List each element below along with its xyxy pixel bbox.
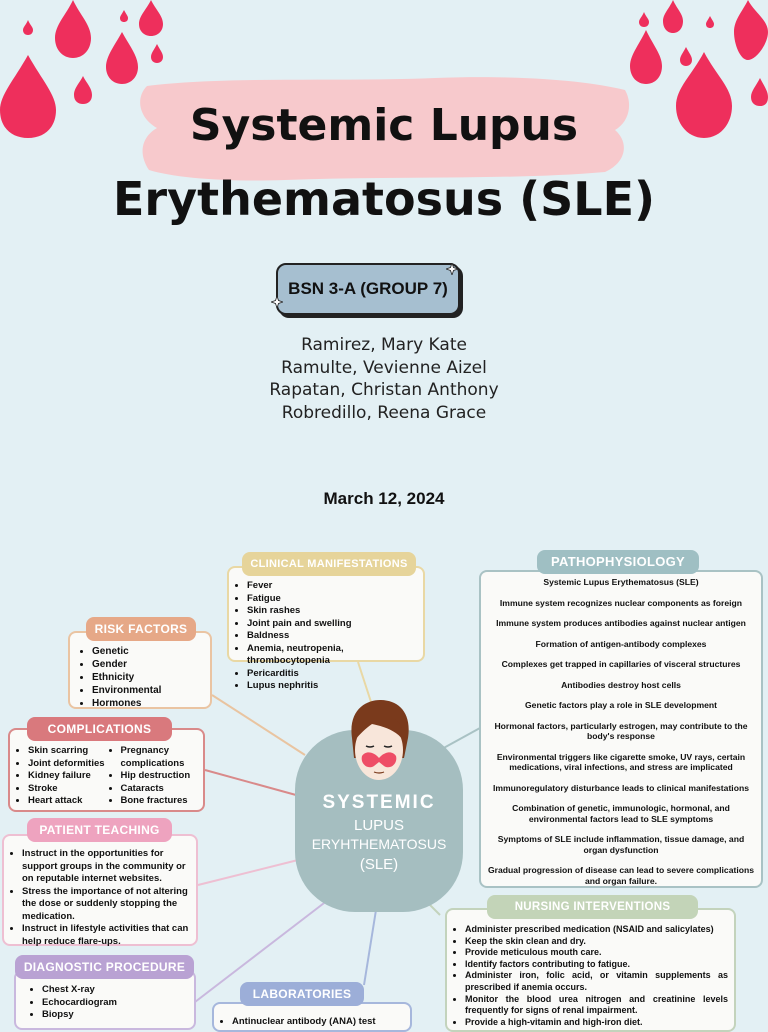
- clinical-manifestations-box: [227, 566, 425, 691]
- diagnostic-procedure-label: DIAGNOSTIC PROCEDURE: [15, 955, 194, 979]
- center-line-1: SYSTEMIC: [322, 792, 436, 813]
- list-item: • Chest X-ray: [42, 984, 190, 997]
- patho-step: Environmental triggers like cigarette smoke, UV rays, certain medications, viral infections, and stress are implicated: [496, 751, 746, 772]
- member-name: Rapatan, Christan Anthony: [269, 380, 499, 400]
- patho-step: Gradual progression of disease can lead to severe complications and organ failure.: [487, 865, 755, 886]
- list-item: • Biopsy: [42, 1009, 190, 1022]
- list-item: • Keep the skin clean and dry.: [465, 936, 728, 948]
- lupus-patient-face-icon: [346, 700, 412, 790]
- nursing-interventions-label: NURSING INTERVENTIONS: [487, 895, 698, 919]
- center-line-2: LUPUS: [353, 817, 405, 834]
- patho-step: Combination of genetic, immunologic, hormonal, and environmental factors lead to SLE symptoms: [512, 803, 730, 824]
- center-line-3: ERYHTHEMATOSUS: [311, 836, 447, 852]
- list-item: • Hormones: [92, 697, 206, 710]
- patho-step: Immunoregulatory disturbance leads to clinical manifestations: [493, 782, 749, 793]
- list-item: • Joint deformities: [28, 758, 107, 771]
- patient-teaching-label: PATIENT TEACHING: [27, 818, 172, 842]
- list-item: • Skin rashes: [247, 605, 419, 618]
- patho-step: Antibodies destroy host cells: [561, 679, 681, 690]
- list-item: • Ethnicity: [92, 671, 206, 684]
- list-item: • Monitor the blood urea nitrogen and creatinine levels frequently for signs of renal impairment.: [465, 994, 728, 1017]
- list-item: • Echocardiogram: [42, 997, 190, 1010]
- patho-step: Systemic Lupus Erythematosus (SLE): [543, 577, 699, 587]
- title-line-2: Erythematosus (SLE): [112, 172, 656, 226]
- member-name: Robredillo, Reena Grace: [281, 402, 487, 423]
- patho-step: Hormonal factors, particularly estrogen, may contribute to the body's response: [494, 720, 748, 741]
- list-item: • Fatigue: [247, 593, 419, 606]
- laboratories-box: [212, 1002, 412, 1032]
- patho-step: Immune system produces antibodies against nuclear antigen: [496, 618, 746, 628]
- patho-step: Immune system recognizes nuclear components as foreign: [499, 597, 743, 608]
- list-item: • Provide meticulous mouth care.: [465, 947, 728, 959]
- diagnostic-procedure-box: [14, 970, 196, 1030]
- list-item: • Identify factors contributing to fatigue.: [465, 959, 728, 971]
- risk-factors-box: [68, 631, 212, 709]
- member-name: Ramirez, Mary Kate: [301, 335, 467, 355]
- list-item: • Pregnancy complications: [121, 745, 200, 770]
- list-item: • Gender: [92, 658, 206, 671]
- title-line-1: Systemic Lupus: [189, 100, 579, 151]
- list-item: • Hip destruction: [121, 770, 200, 783]
- list-item: • Joint pain and swelling: [247, 618, 419, 631]
- list-item: • Heart attack: [28, 795, 107, 808]
- complications-label: COMPLICATIONS: [27, 717, 172, 741]
- patho-step: Complexes get trapped in capillaries of visceral structures: [501, 659, 741, 669]
- list-item: • Anemia, neutropenia, thrombocytopenia: [247, 643, 419, 668]
- pathophysiology-label: PATHOPHYSIOLOGY: [537, 550, 699, 574]
- list-item: • Instruct in lifestyle activities that can help reduce flare-ups.: [22, 923, 192, 948]
- patho-step: Genetic factors play a role in SLE development: [525, 700, 717, 710]
- list-item: • Kidney failure: [28, 770, 107, 783]
- list-item: • Stress the importance of not altering the dose or suddenly stopping the medication.: [22, 886, 192, 924]
- patho-step: Formation of antigen-antibody complexes: [535, 638, 707, 649]
- member-name: Ramulte, Vevienne Aizel: [281, 357, 487, 378]
- clinical-manifestations-label: CLINICAL MANIFESTATIONS: [242, 552, 416, 576]
- list-item: • Genetic: [92, 645, 206, 658]
- list-item: • Antinuclear antibody (ANA) test: [232, 1016, 406, 1029]
- pathophysiology-box: [479, 570, 763, 888]
- list-item: • Stroke: [28, 783, 107, 796]
- list-item: • Environmental: [92, 684, 206, 697]
- list-item: • Administer iron, folic acid, or vitamin supplements as prescribed if anemia occurs.: [465, 970, 728, 993]
- list-item: • Lupus nephritis: [247, 680, 419, 693]
- center-line-4: (SLE): [359, 856, 399, 873]
- list-item: • Provide a high-vitamin and high-iron diet.: [465, 1017, 728, 1029]
- laboratories-label: LABORATORIES: [240, 982, 364, 1006]
- list-item: • Skin scarring: [28, 745, 107, 758]
- patient-teaching-box: [2, 834, 198, 946]
- group-label: BSN 3-A (GROUP 7): [288, 279, 448, 298]
- list-item: • Baldness: [247, 630, 419, 643]
- list-item: • Pericarditis: [247, 668, 419, 681]
- nursing-interventions-box: [445, 908, 736, 1032]
- list-item: • Fever: [247, 580, 419, 593]
- list-item: • Administer prescribed medication (NSAID and salicylates): [465, 924, 728, 936]
- list-item: • Bone fractures: [121, 795, 200, 808]
- presentation-date: March 12, 2024: [323, 489, 445, 508]
- list-item: • Cataracts: [121, 783, 200, 796]
- list-item: • Instruct in the opportunities for support groups in the community or on reputable internet websites.: [22, 848, 192, 886]
- patho-step: Symptoms of SLE include inflammation, tissue damage, and organ dysfunction: [497, 834, 745, 855]
- risk-factors-label: RISK FACTORS: [86, 617, 196, 641]
